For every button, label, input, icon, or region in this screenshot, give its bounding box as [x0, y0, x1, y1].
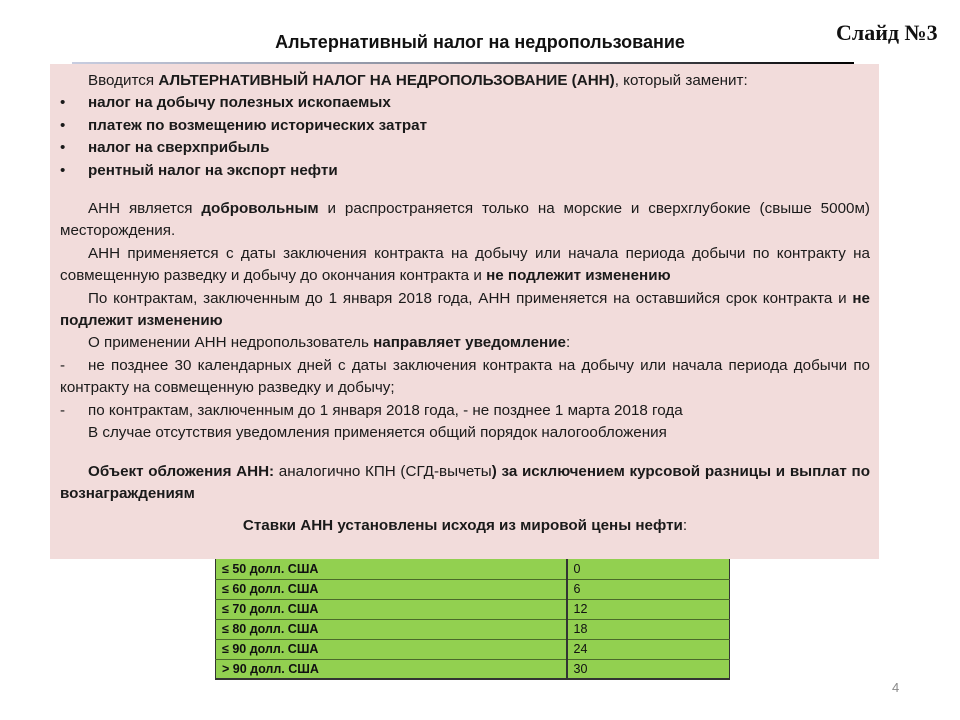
bullet-item: • налог на сверхприбыль — [60, 137, 870, 159]
table-row — [216, 639, 730, 659]
intro-lead: Вводится — [88, 72, 159, 89]
rate-cell: 24 — [567, 639, 730, 659]
page-number: 4 — [892, 680, 900, 695]
applies-paragraph: АНН применяется с даты заключения контракта на добычу или начала периода добычи по контракту на совмещенную разведку и добычу до окончания контракта и не подлежит изменению — [60, 244, 870, 285]
intro-paragraph — [60, 70, 870, 92]
notice-paragraph: О применении АНН недропользователь направляет уведомление: — [88, 334, 571, 352]
rates-table — [215, 559, 730, 680]
table-row — [216, 619, 730, 639]
rate-cell: 18 — [567, 619, 730, 639]
table-row — [216, 659, 730, 679]
default-paragraph: В случае отсутствия уведомления применяется общий порядок налогообложения — [88, 424, 667, 442]
contracts-paragraph: По контрактам, заключенным до 1 января 2018 года, АНН применяется на оставшийся срок контракта и не подлежит изменению — [60, 289, 870, 330]
bullet-item: • рентный налог на экспорт нефти — [60, 160, 870, 182]
intro-tail: , который заменит: — [614, 72, 748, 89]
dash-bullet: - — [60, 401, 66, 419]
table-row — [216, 579, 730, 599]
price-cell: ≤ 70 долл. США — [216, 599, 567, 619]
rate-cell: 30 — [567, 659, 730, 679]
rate-cell: 12 — [567, 599, 730, 619]
price-cell: ≤ 50 долл. США — [216, 559, 567, 579]
price-cell: ≤ 90 долл. США — [216, 639, 567, 659]
price-cell: > 90 долл. США — [216, 659, 567, 679]
dash-bullet: - — [60, 356, 66, 374]
table-row — [216, 559, 730, 579]
intro-bold: АЛЬТЕРНАТИВНЫЙ НАЛОГ НА НЕДРОПОЛЬЗОВАНИЕ (АНН) — [158, 72, 615, 89]
rates-heading: Ставки АНН установлены исходя из мировой цены нефти: — [242, 517, 688, 535]
object-paragraph: Объект обложения АНН: аналогично КПН (СГД-вычеты) за исключением курсовой разницы и выплат по вознаграждениям — [60, 462, 870, 502]
rate-cell: 6 — [567, 579, 730, 599]
table-row — [216, 599, 730, 619]
rate-cell: 0 — [567, 559, 730, 579]
price-cell: ≤ 80 долл. США — [216, 619, 567, 639]
slide-number-label: Слайд №3 — [836, 20, 938, 45]
bullet-item: • налог на добычу полезных ископаемых — [60, 92, 870, 114]
voluntary-paragraph: АНН является добровольным и распространяется только на морские и сверхглубокие (свыше 5000м) месторождения. — [60, 200, 870, 240]
notice-item: - по контрактам, заключенным до 1 января 2018 года, - не позднее 1 марта 2018 года — [60, 400, 870, 422]
notice-item: - не позднее 30 календарных дней с даты заключения контракта на добычу или начала периода добычи по контракту на совмещенную разведку и добычу; — [60, 356, 870, 397]
bullet-item: • платеж по возмещению исторических затрат — [60, 115, 870, 137]
price-cell: ≤ 60 долл. США — [216, 579, 567, 599]
slide-title: Альтернативный налог на недропользование — [275, 32, 685, 52]
content-box — [50, 64, 879, 559]
